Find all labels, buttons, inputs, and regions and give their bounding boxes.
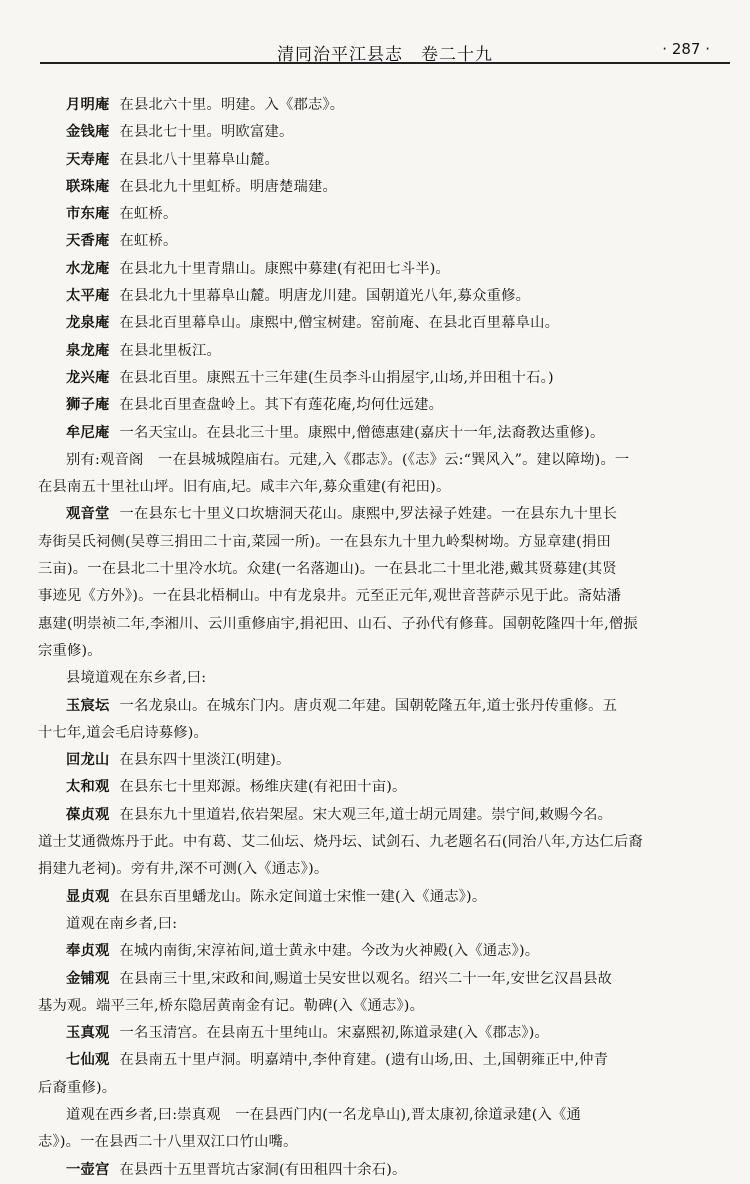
entry-line	[66, 392, 700, 419]
entry-line	[66, 92, 700, 119]
entry-text: 在虹桥。	[119, 233, 178, 250]
text-line	[38, 529, 700, 556]
entry-text: 在县北九十里幕阜山麓。明唐龙川建。国朝道光八年,募众重修。	[119, 288, 531, 305]
entry-text: 在县北七十里。明欧富建。	[119, 124, 294, 141]
entry-line	[66, 966, 700, 993]
entry-line	[66, 119, 700, 146]
entry-line	[66, 501, 700, 528]
entry-heading: 市东庵	[66, 206, 110, 223]
entry-line	[66, 747, 700, 774]
entry-line	[66, 1047, 700, 1074]
entry-heading: 显贞观	[66, 888, 110, 905]
entry-text: 在县北百里幕阜山。康熙中,僧宝树建。窑前庵、在县北百里幕阜山。	[119, 315, 560, 332]
entry-heading: 水龙庵	[66, 260, 110, 277]
entry-heading: 牟尼庵	[66, 424, 110, 441]
text-line	[38, 583, 700, 610]
text-line	[38, 611, 700, 638]
running-title: 清同治平江县志 卷二十九	[277, 45, 493, 65]
entry-heading: 龙兴庵	[66, 369, 110, 386]
entry-heading: 金钱庵	[66, 124, 110, 141]
entry-line	[66, 228, 700, 255]
text-line	[38, 638, 700, 665]
entry-text: 一名龙泉山。在城东门内。唐贞观二年建。国朝乾隆五年,道士张丹传重修。五	[119, 697, 618, 714]
entry-text: 在县东四十里淡江(明建)。	[119, 752, 291, 769]
text-line	[38, 829, 700, 856]
entry-line	[66, 802, 700, 829]
entry-heading: 泉龙庵	[66, 342, 110, 359]
entry-heading: 联珠庵	[66, 178, 110, 195]
entry-text: 在县东百里蟠龙山。陈永定间道士宋惟一建(入《通志》)。	[119, 888, 487, 905]
entry-line	[66, 283, 700, 310]
entry-line	[66, 256, 700, 283]
entry-text: 一在县东七十里义口坎塘洞天花山。康熙中,罗法禄子姓建。一在县东九十里长	[119, 506, 618, 523]
text-line	[66, 1102, 700, 1129]
entry-line	[66, 774, 700, 801]
entry-text: 在县北九十里青鼎山。康熙中募建(有祀田七斗半)。	[119, 260, 450, 277]
entry-heading: 七仙观	[66, 1052, 110, 1069]
entry-line	[66, 174, 700, 201]
entry-text: 一名天宝山。在县北三十里。康熙中,僧德惠建(嘉庆十一年,法裔教达重修)。	[119, 424, 605, 441]
entry-text: 在虹桥。	[119, 206, 178, 223]
text-line	[38, 1075, 700, 1102]
entry-text: 三亩)。一在县北二十里冷水坑。众建(一名落迦山)。一在县北二十里北港,戴其贤募建(其贤	[38, 561, 617, 578]
entry-text: 一名玉清宫。在县南五十里纯山。宋嘉熙初,陈道录建(入《郡志》)。	[119, 1025, 550, 1042]
entry-line	[66, 365, 700, 392]
entry-text: 道士艾通微炼丹于此。中有葛、艾二仙坛、烧丹坛、试剑石、九老题名石(同治八年,方达仁后裔	[38, 834, 643, 851]
entry-text: 别有:观音阁 一在县城城隍庙右。元建,入《郡志》。(《志》云:“巽风入”。建以障坳)。一	[66, 451, 630, 468]
entry-text: 十七年,道会毛启诗募修)。	[38, 724, 208, 741]
text-line	[66, 447, 700, 474]
entry-heading: 一壶宫	[66, 1161, 110, 1178]
entry-text: 在县南三十里,宋政和间,赐道士吴安世以观名。绍兴二十一年,安世乞汉昌县故	[119, 970, 613, 987]
entry-text: 惠建(明崇祯二年,李湘川、云川重修庙宇,捐祀田、山石、子孙代有修葺。国朝乾隆四十年,僧振	[38, 615, 638, 632]
entry-text: 在县南五十里社山坪。旧有庙,圮。咸丰六年,募众重建(有祀田)。	[38, 479, 451, 496]
text-line	[38, 1129, 700, 1156]
text-line	[38, 993, 700, 1020]
entry-text: 捐建九老祠)。旁有井,深不可测(入《通志》)。	[38, 861, 329, 878]
body-text	[38, 92, 700, 1184]
entry-text: 在县南五十里卢洞。明嘉靖中,李仲育建。(遗有山场,田、土,国朝雍正中,仲青	[119, 1052, 609, 1069]
entry-line	[66, 693, 700, 720]
entry-heading: 回龙山	[66, 752, 110, 769]
entry-text: 在县北里板江。	[119, 342, 221, 359]
entry-heading: 玉宸坛	[66, 697, 110, 714]
entry-heading: 玉真观	[66, 1025, 110, 1042]
page-header	[40, 38, 730, 64]
entry-text: 在县东七十里郑源。杨维庆建(有祀田十亩)。	[119, 779, 407, 796]
entry-line	[66, 147, 700, 174]
page-number: · 287 ·	[662, 40, 710, 58]
entry-text: 在县北百里。康熙五十三年建(生员李斗山捐屋宇,山场,并田租十石。)	[119, 369, 554, 386]
entry-line	[66, 338, 700, 365]
entry-heading: 天香庵	[66, 233, 110, 250]
entry-heading: 太和观	[66, 779, 110, 796]
text-line	[38, 556, 700, 583]
entry-line	[66, 938, 700, 965]
text-line	[38, 474, 700, 501]
entry-text: 在县北百里查盘岭上。其下有莲花庵,均何仕远建。	[119, 397, 444, 414]
entry-text: 在县北八十里幕阜山麓。	[119, 151, 279, 168]
entry-line	[66, 201, 700, 228]
entry-text: 在县北九十里虹桥。明唐楚瑞建。	[119, 178, 337, 195]
entry-line	[66, 420, 700, 447]
entry-heading: 月明庵	[66, 97, 110, 113]
entry-text: 事迹见《方外》)。一在县北梧桐山。中有龙泉井。元至正元年,观世音菩萨示见于此。斋姑潘	[38, 588, 622, 605]
entry-text: 宗重修)。	[38, 642, 102, 659]
text-line	[38, 720, 700, 747]
entry-text: 寿街吴氏祠侧(吴尊三捐田二十亩,菜园一所)。一在县东九十里九岭梨树坳。方显章建(捐田	[38, 533, 611, 550]
entry-text: 志》)。一在县西二十八里双江口竹山嘴。	[38, 1134, 298, 1151]
entry-heading: 太平庵	[66, 288, 110, 305]
entry-line	[66, 1020, 700, 1047]
entry-line	[66, 310, 700, 337]
entry-heading: 龙泉庵	[66, 315, 110, 332]
entry-heading: 金铺观	[66, 970, 110, 987]
entry-line	[66, 884, 700, 911]
entry-text: 在城内南街,宋淳祐间,道士黄永中建。今改为火神殿(入《通志》)。	[119, 943, 540, 960]
entry-text: 在县北六十里。明建。入《郡志》。	[119, 97, 345, 113]
entry-text: 在县东九十里道岩,依岩架屋。宋大观三年,道士胡元周建。崇宁间,敕赐今名。	[119, 806, 613, 823]
entry-text: 道观在西乡者,曰:崇真观 一在县西门内(一名龙阜山),晋太康初,徐道录建(入《通	[66, 1106, 581, 1123]
entry-heading: 狮子庵	[66, 397, 110, 414]
entry-text: 道观在南乡者,曰:	[66, 915, 178, 932]
entry-text: 基为观。端平三年,桥东隐居黄南金有记。勒碑(入《通志》)。	[38, 997, 425, 1014]
entry-line	[66, 1157, 700, 1184]
text-line	[66, 665, 700, 692]
entry-text: 后裔重修)。	[38, 1079, 117, 1096]
entry-heading: 奉贞观	[66, 943, 110, 960]
entry-heading: 葆贞观	[66, 806, 110, 823]
text-line	[38, 856, 700, 883]
text-line	[66, 911, 700, 938]
entry-text: 县境道观在东乡者,曰:	[66, 670, 207, 687]
entry-text: 在县西十五里晋坑古家洞(有田租四十余石)。	[119, 1161, 407, 1178]
entry-heading: 观音堂	[66, 506, 110, 523]
entry-heading: 天寿庵	[66, 151, 110, 168]
